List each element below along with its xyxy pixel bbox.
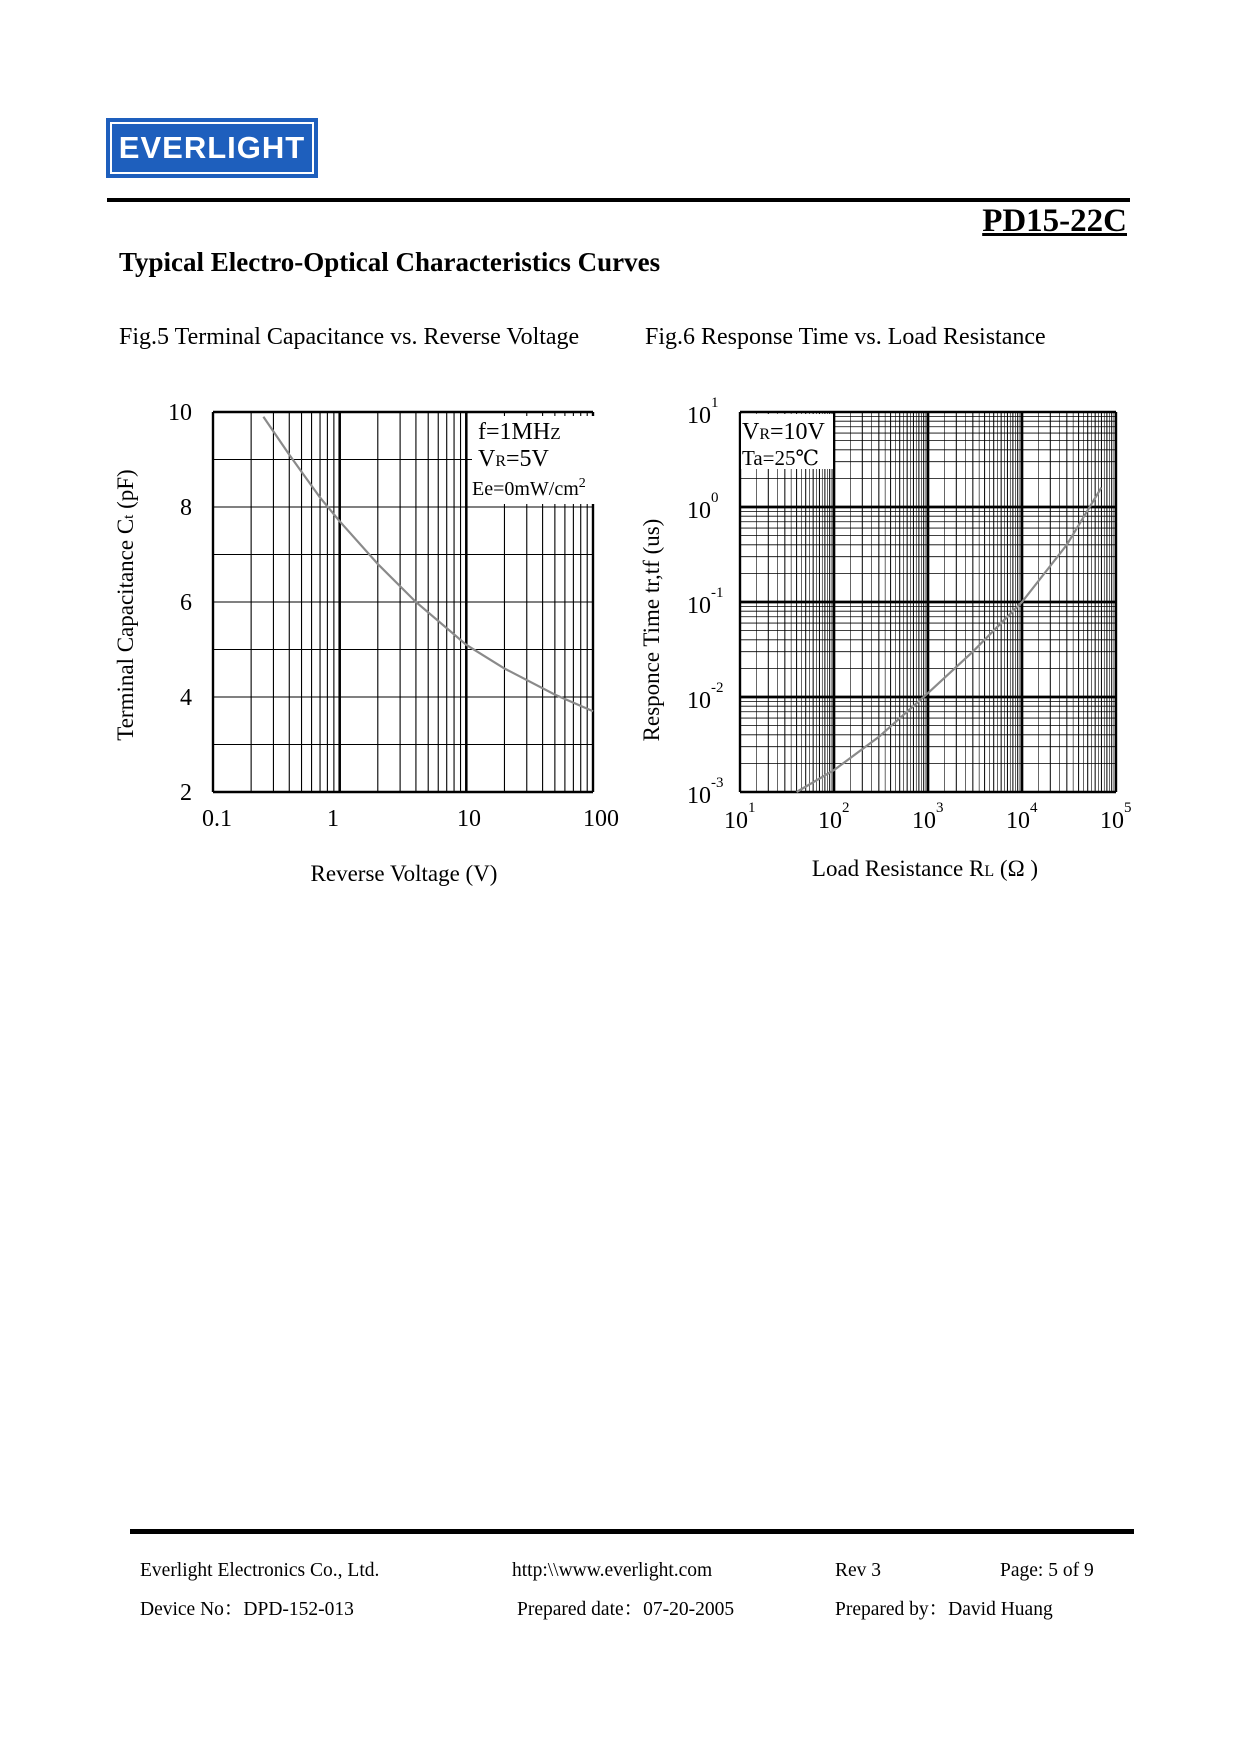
fig5-cond-vr: VR=5V (478, 446, 549, 472)
fig5-y-tick: 10 (168, 400, 192, 426)
fig6-x-tick: $10^1$ (724, 800, 756, 834)
fig5-x-axis-label: Reverse Voltage (V) (310, 861, 498, 886)
fig6-x-tick: $10^5$ (1100, 800, 1132, 834)
fig5-cond-freq: f=1MHZ (478, 419, 561, 445)
fig5-chart (113, 400, 619, 886)
fig6-x-axis-label: Load Resistance RL (Ω ) (811, 856, 1039, 881)
fig5-y-axis-label: Terminal Capacitance Ct (pF) (113, 469, 138, 741)
fig6-cond-vr: VR=10V (742, 419, 825, 445)
fig5-x-tick: 1 (327, 806, 339, 832)
fig6-x-tick-labels (724, 800, 1132, 834)
fig6-y-tick: $10^{-1}$ (687, 585, 724, 619)
fig5-y-tick: 8 (180, 495, 192, 521)
fig6-cond-ta: Ta=25℃ (742, 446, 820, 470)
fig5-y-tick: 2 (180, 780, 192, 806)
fig5-cond-ee: $Ee=0mW/cm^2$ (472, 476, 586, 500)
fig5-y-tick: 6 (180, 590, 192, 616)
fig6-y-tick: $10^1$ (687, 395, 719, 429)
fig5-x-tick: 100 (583, 806, 619, 832)
fig5-x-tick-labels (202, 806, 619, 832)
section-title: Typical Electro-Optical Characteristics Curves (119, 247, 661, 277)
footer-prepared-date: Prepared date：07-20-2005 (517, 1599, 735, 1620)
model-number: PD15-22C (982, 203, 1127, 239)
fig5-y-tick-labels (168, 400, 192, 806)
fig5-title: Fig.5 Terminal Capacitance vs. Reverse Voltage (119, 324, 580, 350)
fig6-x-tick: $10^4$ (1006, 800, 1038, 834)
fig6-x-tick: $10^3$ (912, 800, 944, 834)
footer-url[interactable]: http:\\www.everlight.com (512, 1560, 713, 1581)
footer-rev: Rev 3 (835, 1560, 882, 1581)
footer-rule (130, 1529, 1134, 1534)
fig6-chart (639, 395, 1132, 881)
fig6-title: Fig.6 Response Time vs. Load Resistance (645, 324, 1046, 350)
fig6-y-tick: $10^{-2}$ (687, 680, 724, 714)
fig6-y-axis-label: Responce Time tr,tf (us) (639, 518, 664, 742)
fig5-x-tick: 0.1 (202, 806, 232, 832)
footer-page: Page: 5 of 9 (1000, 1560, 1094, 1581)
fig6-y-tick: $10^0$ (687, 490, 719, 524)
fig5-x-tick: 10 (457, 806, 481, 832)
footer-prepared-by: Prepared by：David Huang (835, 1599, 1053, 1620)
fig6-y-tick-labels (687, 395, 724, 809)
fig6-x-tick: $10^2$ (818, 800, 850, 834)
footer-company: Everlight Electronics Co., Ltd. (140, 1560, 380, 1581)
fig5-y-tick: 4 (180, 685, 192, 711)
logo-text: EVERLIGHT (118, 130, 306, 165)
footer-device-no: Device No：DPD-152-013 (140, 1599, 354, 1620)
fig6-y-tick: $10^{-3}$ (687, 775, 724, 809)
